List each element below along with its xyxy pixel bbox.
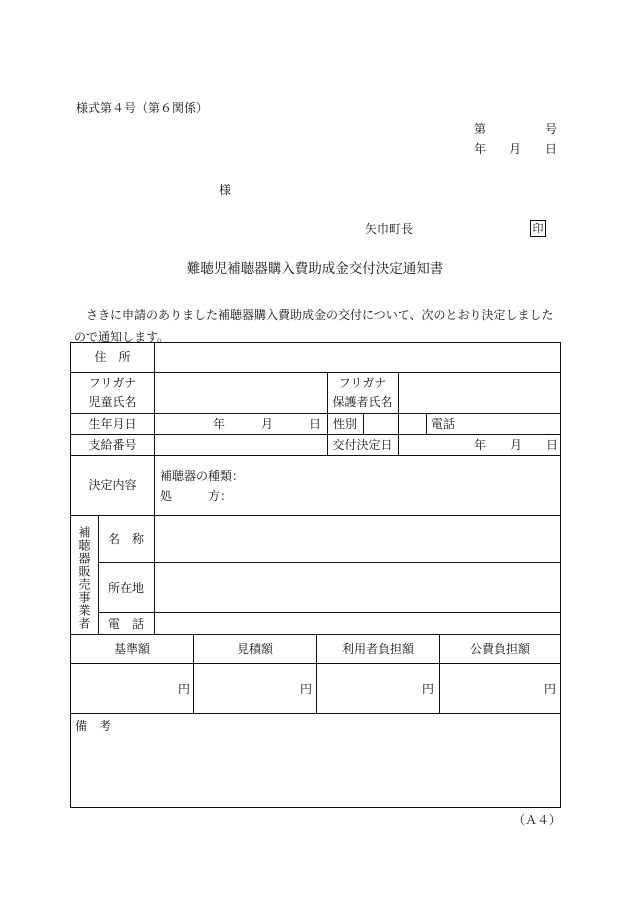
guardian-furigana-label: フリガナ bbox=[338, 376, 387, 390]
intro-line-2: ので通知します。 bbox=[74, 330, 170, 344]
address-label: 住 所 bbox=[94, 350, 131, 364]
remarks-label: 備 考 bbox=[75, 719, 112, 733]
public-burden-header: 公費負担額 bbox=[469, 642, 530, 656]
date-month: 月 bbox=[509, 142, 522, 156]
child-name-field[interactable] bbox=[155, 373, 327, 413]
standard-amount-field[interactable] bbox=[71, 664, 193, 713]
date-day: 日 bbox=[545, 142, 558, 156]
standard-amount-header: 基準額 bbox=[113, 642, 150, 656]
vendor-name-field[interactable] bbox=[155, 516, 560, 562]
prescription-label: 処 方： bbox=[160, 489, 233, 503]
estimate-amount-field[interactable] bbox=[194, 664, 316, 713]
document-title: 難聴児補聴器購入費助成金交付決定通知書 bbox=[186, 261, 444, 277]
child-furigana-label: フリガナ bbox=[88, 376, 137, 390]
payment-number-label: 支給番号 bbox=[88, 438, 137, 452]
guardian-name-field[interactable] bbox=[399, 373, 560, 413]
addressee-suffix: 様 bbox=[219, 183, 232, 197]
notification-form bbox=[70, 342, 561, 808]
payment-number-field[interactable] bbox=[155, 435, 327, 455]
sex-label: 性別 bbox=[333, 417, 358, 431]
child-name-label: 児童氏名 bbox=[88, 395, 137, 409]
remarks-field[interactable] bbox=[71, 714, 560, 807]
vendor-phone-field[interactable] bbox=[155, 613, 560, 634]
vendor-name-label: 名 称 bbox=[107, 532, 144, 546]
estimate-amount-yen: 円 bbox=[300, 682, 313, 696]
estimate-amount-header: 見積額 bbox=[236, 642, 273, 656]
birth-month: 月 bbox=[261, 417, 274, 431]
hearing-aid-type-label: 補聴器の種類： bbox=[160, 469, 245, 483]
birth-day: 日 bbox=[309, 417, 322, 431]
phone-field[interactable] bbox=[427, 414, 560, 434]
phone-spacer bbox=[399, 414, 426, 434]
sex-field[interactable] bbox=[364, 414, 398, 434]
decision-content-label: 決定内容 bbox=[88, 478, 137, 492]
user-burden-field[interactable] bbox=[317, 664, 439, 713]
decision-day: 日 bbox=[546, 438, 559, 452]
paper-size: （Ａ４） bbox=[513, 813, 562, 827]
user-burden-yen: 円 bbox=[422, 682, 435, 696]
birth-date-label: 生年月日 bbox=[88, 417, 137, 431]
date-year: 年 bbox=[474, 142, 487, 156]
vendor-label: 補聴器販売事業者 bbox=[77, 526, 91, 630]
standard-amount-yen: 円 bbox=[178, 682, 191, 696]
public-burden-yen: 円 bbox=[544, 682, 557, 696]
issuer: 矢巾町長 bbox=[365, 222, 414, 236]
address-field[interactable] bbox=[155, 343, 560, 372]
decision-month: 月 bbox=[510, 438, 523, 452]
intro-line-1: さきに申請のありました補聴器購入費助成金の交付について、次のとおり決定しました bbox=[86, 308, 554, 322]
seal-stamp: 印 bbox=[530, 220, 546, 237]
vendor-phone-label: 電 話 bbox=[107, 617, 144, 631]
user-burden-header: 利用者負担額 bbox=[341, 642, 414, 656]
decision-year: 年 bbox=[474, 438, 487, 452]
vendor-address-label: 所在地 bbox=[107, 581, 144, 595]
phone-label: 電話 bbox=[431, 417, 456, 431]
doc-number-prefix: 第 bbox=[474, 122, 487, 136]
vendor-address-field[interactable] bbox=[155, 563, 560, 612]
doc-number-suffix: 号 bbox=[545, 122, 558, 136]
birth-year: 年 bbox=[213, 417, 226, 431]
decision-date-label: 交付決定日 bbox=[332, 438, 393, 452]
guardian-name-label: 保護者氏名 bbox=[332, 395, 393, 409]
form-number: 様式第４号（第６関係） bbox=[76, 101, 209, 115]
public-burden-field[interactable] bbox=[440, 664, 560, 713]
